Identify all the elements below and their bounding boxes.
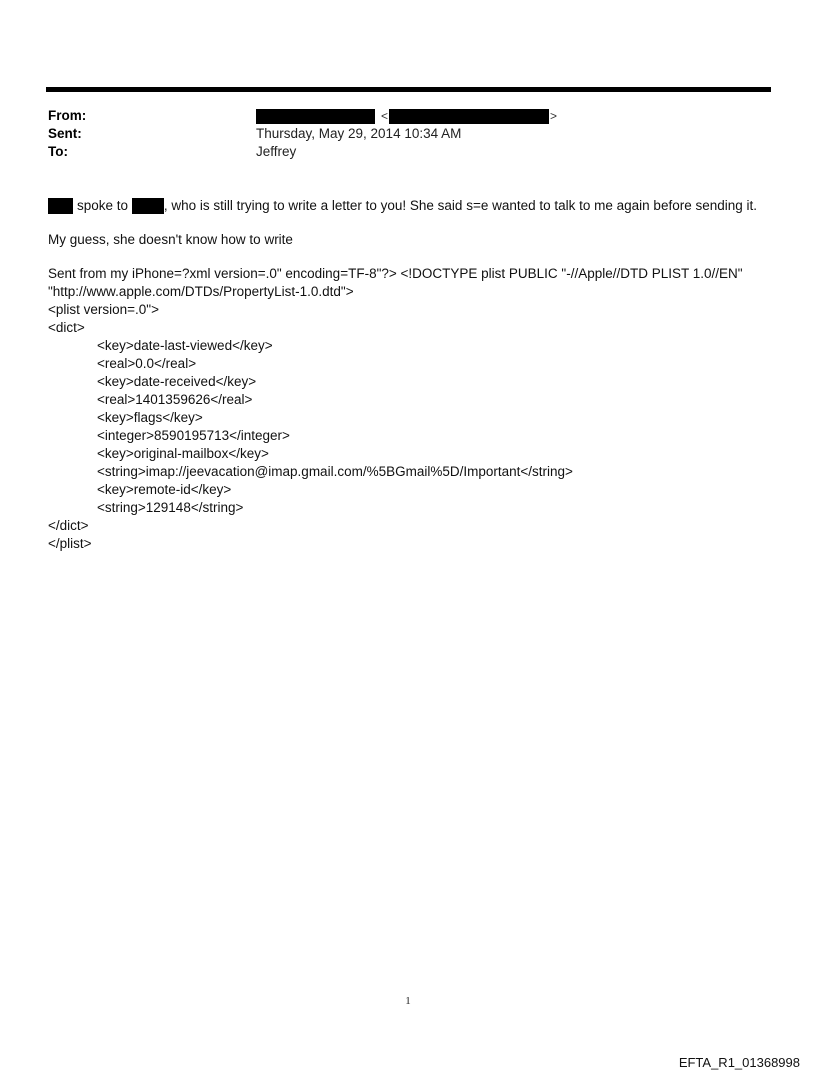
redacted-name-1 (48, 198, 73, 214)
email-header (48, 107, 768, 161)
plist-line: </plist> (48, 536, 92, 551)
to-row (48, 143, 768, 161)
body-line-1-part-1: spoke to (77, 198, 129, 213)
plist-line: <key>flags</key> (97, 410, 203, 425)
plist-line: <integer>8590195713</integer> (97, 428, 290, 443)
body-line-1-part-2: , who is still trying to write a letter to you! She said s=e wanted to talk to me again before sending it. (163, 198, 758, 213)
plist-line: <key>original-mailbox</key> (97, 446, 269, 461)
plist-line: <string>129148</string> (97, 500, 244, 515)
plist-line: <dict> (48, 320, 85, 335)
sent-row (48, 125, 768, 143)
page-number: 1 (405, 995, 411, 1007)
from-row (48, 107, 768, 125)
plist-line: <key>date-last-viewed</key> (97, 338, 273, 353)
to-value: Jeffrey (256, 144, 297, 159)
email-body (48, 197, 788, 553)
sent-value: Thursday, May 29, 2014 10:34 AM (256, 126, 462, 141)
redacted-name-2 (132, 198, 164, 214)
plist-line: <real>0.0</real> (97, 356, 197, 371)
redacted-sender-name (256, 109, 375, 124)
header-rule (46, 87, 771, 92)
redacted-sender-email (389, 109, 549, 124)
plist-line: </dict> (48, 518, 89, 533)
plist-line: <real>1401359626</real> (97, 392, 253, 407)
body-line-1 (48, 197, 788, 215)
plist-line: Sent from my iPhone=?xml version=.0" encoding=TF-8"?> <!DOCTYPE plist PUBLIC "-//Apple//DTD PLIST 1.0//EN" (48, 266, 743, 281)
from-label: From: (48, 108, 87, 123)
plist-line: <key>date-received</key> (97, 374, 257, 389)
plist-line: <plist version=.0"> (48, 302, 159, 317)
to-label: To: (48, 144, 68, 159)
sent-label: Sent: (48, 126, 82, 141)
body-line-2: My guess, she doesn't know how to write (48, 232, 293, 247)
from-value (256, 107, 557, 125)
from-angle-close: > (550, 109, 558, 123)
from-angle-open: < (381, 109, 389, 123)
plist-line: "http://www.apple.com/DTDs/PropertyList-1.0.dtd"> (48, 284, 354, 299)
plist-line: <key>remote-id</key> (97, 482, 232, 497)
plist-line: <string>imap://jeevacation@imap.gmail.com/%5BGmail%5D/Important</string> (97, 464, 573, 479)
document-id: EFTA_R1_01368998 (678, 1055, 800, 1070)
